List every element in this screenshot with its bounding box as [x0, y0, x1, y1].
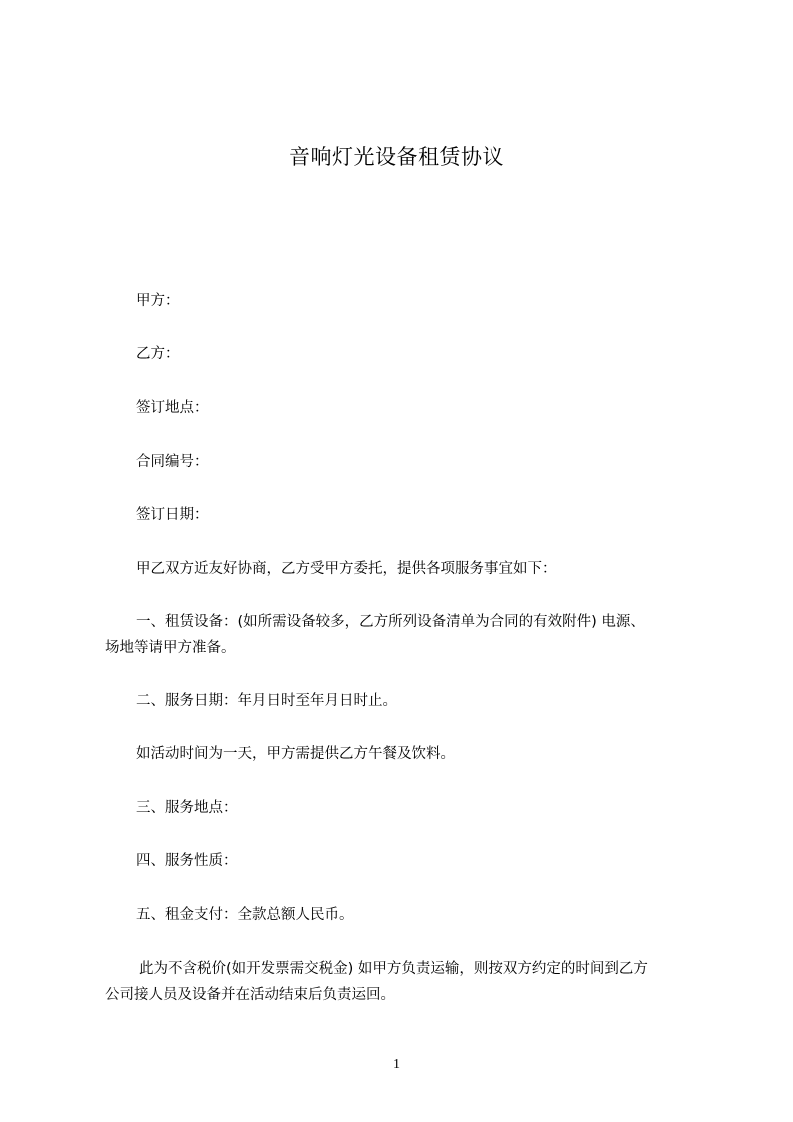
contract-number-field: 合同编号： — [136, 454, 209, 470]
document-title: 音响灯光设备租赁协议 — [289, 145, 504, 169]
party-b-field: 乙方： — [136, 346, 180, 362]
clause-4: 四、服务性质： — [136, 853, 238, 869]
clause-3: 三、服务地点： — [136, 800, 238, 816]
page-number: 1 — [393, 1057, 400, 1072]
sign-date-field: 签订日期： — [136, 507, 209, 523]
sign-location-field: 签订地点： — [136, 400, 209, 416]
clause-1-line-1: 一、租赁设备：(如所需设备较多，乙方所列设备清单为合同的有效附件) 电源、 — [136, 614, 645, 630]
clause-2-note: 如活动时间为一天，甲方需提供乙方午餐及饮料。 — [136, 746, 455, 762]
tax-note-line-1: 此为不含税价(如开发票需交税金) 如甲方负责运输，则按双方约定的时间到乙方 — [139, 961, 648, 977]
party-a-field: 甲方： — [136, 293, 180, 309]
clause-1-line-2: 场地等请甲方准备。 — [105, 640, 236, 656]
tax-note-line-2: 公司接人员及设备并在活动结束后负责运回。 — [105, 987, 395, 1003]
clause-5: 五、租金支付：全款总额人民币。 — [136, 907, 354, 923]
clause-2: 二、服务日期：年月日时至年月日时止。 — [136, 693, 397, 709]
intro-paragraph: 甲乙双方近友好协商，乙方受甲方委托，提供各项服务事宜如下： — [136, 561, 557, 577]
